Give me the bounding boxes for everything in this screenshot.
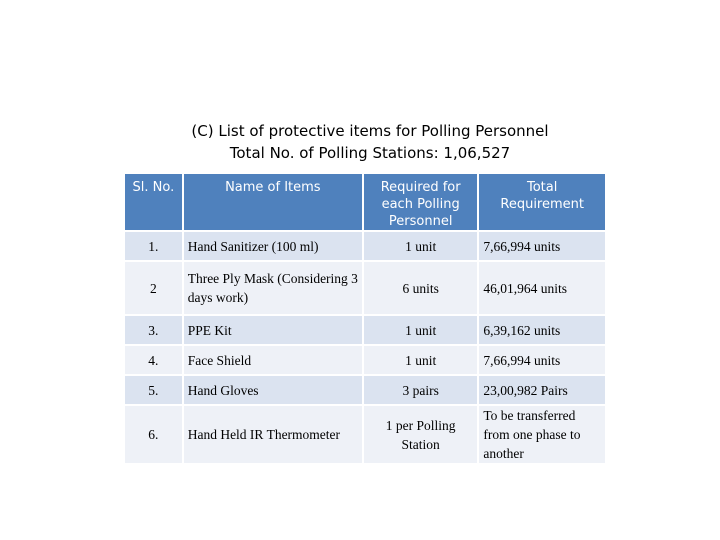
cell-total: 46,01,964 units [479, 262, 605, 314]
table-row [125, 316, 605, 344]
header-total-requirement: Total Requirement [479, 174, 605, 230]
cell-total: 6,39,162 units [479, 316, 605, 344]
cell-sl: 2 [125, 262, 182, 314]
cell-required: 1 per Polling Station [364, 406, 477, 463]
table-row [125, 376, 605, 404]
table-header-row [125, 174, 605, 230]
title-line-2: Total No. of Polling Stations: 1,06,527 [229, 144, 511, 162]
cell-required: 1 unit [364, 346, 477, 374]
cell-item: PPE Kit [184, 316, 362, 344]
cell-item: Face Shield [184, 346, 362, 374]
cell-total: 23,00,982 Pairs [479, 376, 605, 404]
cell-sl: 4. [125, 346, 182, 374]
cell-sl: 3. [125, 316, 182, 344]
cell-sl: 5. [125, 376, 182, 404]
header-name-of-items: Name of Items [184, 174, 362, 230]
cell-required: 6 units [364, 262, 477, 314]
cell-item: Hand Held IR Thermometer [184, 406, 362, 463]
title-line-1: (C) List of protective items for Polling Personnel [191, 122, 549, 140]
cell-total: 7,66,994 units [479, 232, 605, 260]
cell-item: Hand Gloves [184, 376, 362, 404]
cell-required: 1 unit [364, 232, 477, 260]
cell-total: 7,66,994 units [479, 346, 605, 374]
header-required: Required for each Polling Personnel [364, 174, 477, 230]
table-row [125, 406, 605, 463]
protective-items-table [123, 172, 607, 465]
cell-item: Three Ply Mask (Considering 3 days work) [184, 262, 362, 314]
cell-item: Hand Sanitizer (100 ml) [184, 232, 362, 260]
table-row [125, 232, 605, 260]
header-sl-no: Sl. No. [125, 174, 182, 230]
table-row [125, 346, 605, 374]
cell-sl: 6. [125, 406, 182, 463]
table-row [125, 262, 605, 314]
cell-required: 1 unit [364, 316, 477, 344]
cell-required: 3 pairs [364, 376, 477, 404]
page-title [0, 120, 720, 164]
cell-sl: 1. [125, 232, 182, 260]
cell-total: To be transferred from one phase to another [479, 406, 605, 463]
